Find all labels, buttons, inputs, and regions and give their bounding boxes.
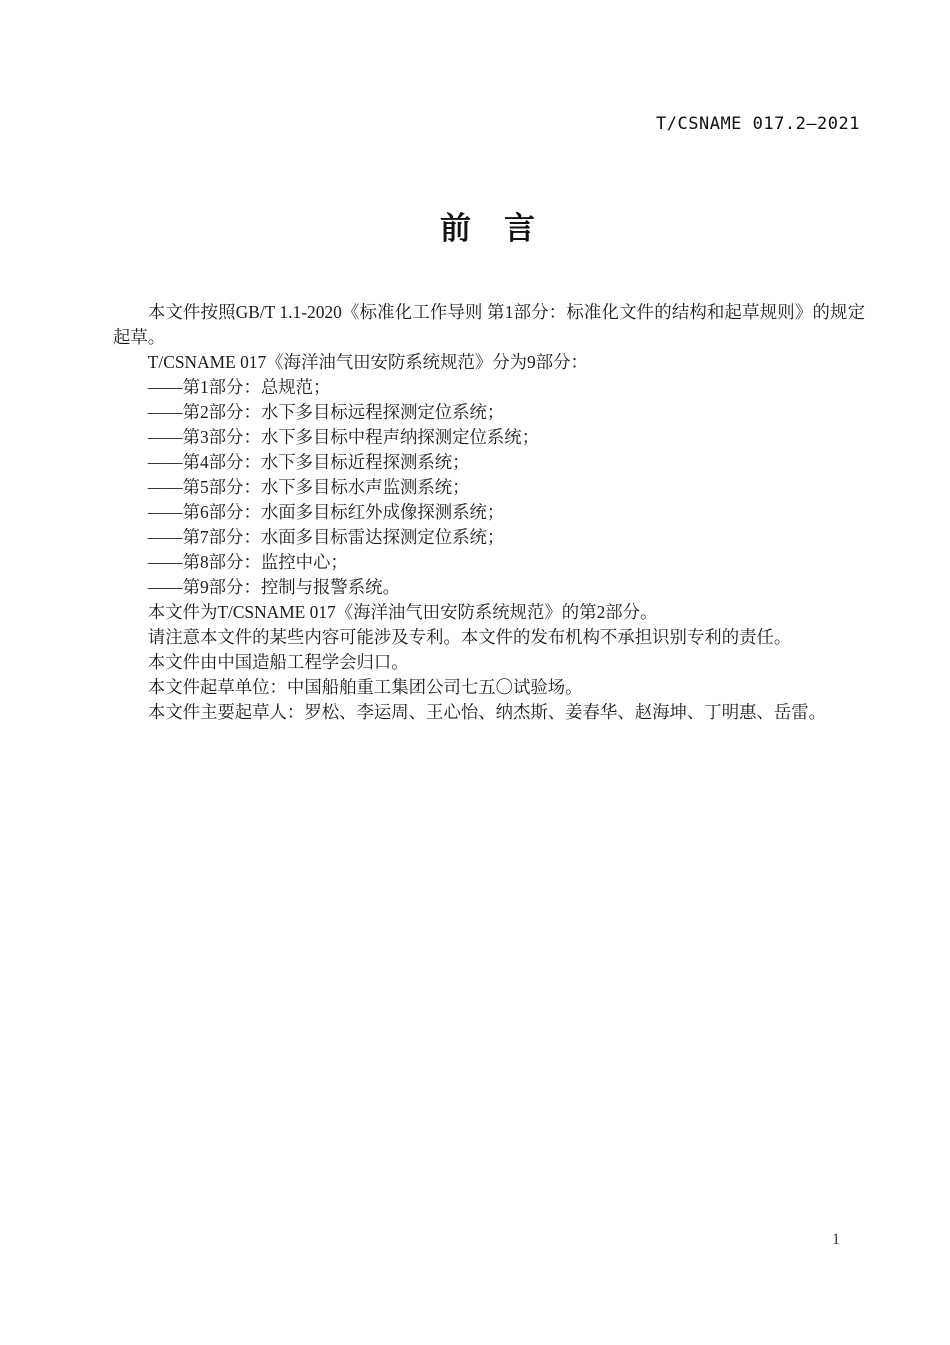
standard-code: T/CSNAME 017.2—2021 [656, 114, 860, 134]
foreword-list-item: ——第8部分：监控中心； [147, 552, 348, 572]
foreword-paragraph: 本文件为T/CSNAME 017《海洋油气田安防系统规范》的第2部分。 [147, 602, 658, 622]
foreword-paragraph: 本文件按照GB/T 1.1-2020《标准化工作导则 第1部分：标准化文件的结构和起草规则》的规定起草。 [113, 302, 865, 347]
foreword-list-item: ——第7部分：水面多目标雷达探测定位系统； [147, 527, 505, 547]
foreword-list-item: ——第1部分：总规范； [147, 377, 331, 397]
foreword-body [113, 300, 865, 725]
foreword-list-item: ——第5部分：水下多目标水声监测系统； [147, 477, 470, 497]
foreword-paragraph: T/CSNAME 017《海洋油气田安防系统规范》分为9部分： [147, 352, 588, 372]
foreword-list-item: ——第6部分：水面多目标红外成像探测系统； [147, 502, 505, 522]
foreword-list-item: ——第2部分：水下多目标远程探测定位系统； [147, 402, 505, 422]
page-number: 1 [832, 1231, 840, 1248]
foreword-paragraph: 本文件主要起草人：罗松、李运周、王心怡、纳杰斯、姜春华、赵海坤、丁明惠、岳雷。 [147, 702, 827, 722]
foreword-list-item: ——第9部分：控制与报警系统。 [147, 577, 400, 597]
foreword-paragraph: 本文件起草单位：中国船舶重工集团公司七五〇试验场。 [147, 677, 583, 697]
foreword-paragraph: 本文件由中国造船工程学会归口。 [147, 652, 409, 672]
foreword-list-item: ——第4部分：水下多目标近程探测系统； [147, 452, 470, 472]
foreword-list-item: ——第3部分：水下多目标中程声纳探测定位系统； [147, 427, 540, 447]
foreword-paragraph: 请注意本文件的某些内容可能涉及专利。本文件的发布机构不承担识别专利的责任。 [147, 627, 792, 647]
page-title: 前 言 [440, 211, 536, 246]
